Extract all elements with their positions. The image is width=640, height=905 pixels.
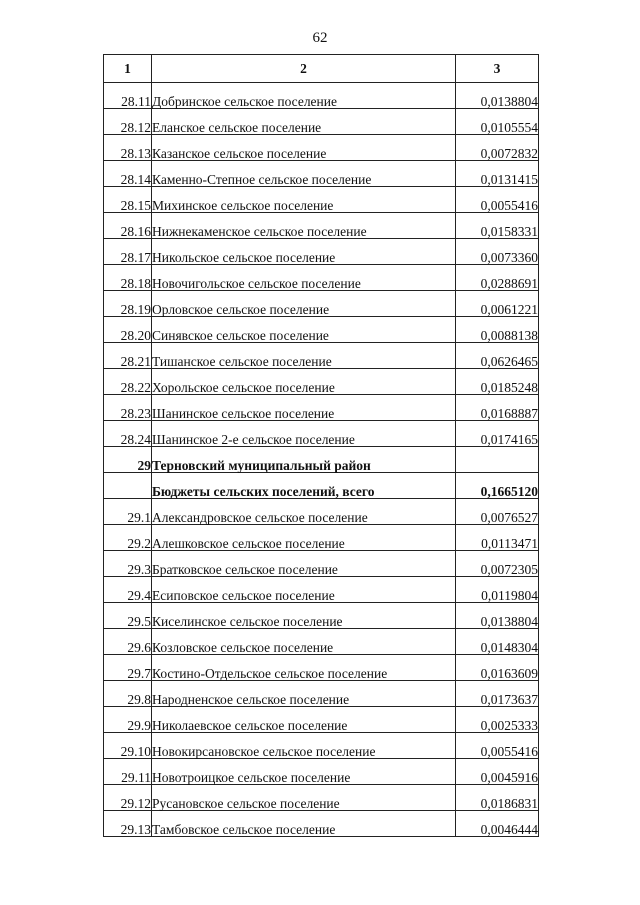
row-number-cell: 28.12 xyxy=(104,109,152,135)
share-value-cell: 0,0119804 xyxy=(456,577,539,603)
share-value-cell: 0,0138804 xyxy=(456,83,539,109)
column-header: 2 xyxy=(152,55,456,83)
table-row xyxy=(104,551,539,577)
settlement-name-cell: Тишанское сельское поселение xyxy=(152,343,456,369)
table-row xyxy=(104,707,539,733)
row-number-cell: 29.1 xyxy=(104,499,152,525)
table-row xyxy=(104,317,539,343)
row-number-cell: 29.8 xyxy=(104,681,152,707)
settlement-name-cell: Нижнекаменское сельское поселение xyxy=(152,213,456,239)
table-row xyxy=(104,525,539,551)
row-number-cell: 28.17 xyxy=(104,239,152,265)
row-number-cell: 28.11 xyxy=(104,83,152,109)
row-number-cell: 28.14 xyxy=(104,161,152,187)
table-header-row xyxy=(104,55,539,83)
row-number-cell: 29.9 xyxy=(104,707,152,733)
settlement-name-cell: Бюджеты сельских поселений, всего xyxy=(152,473,456,499)
table-row xyxy=(104,265,539,291)
table-row xyxy=(104,343,539,369)
column-header: 3 xyxy=(456,55,539,83)
table-row xyxy=(104,213,539,239)
table-row xyxy=(104,421,539,447)
share-value-cell: 0,0185248 xyxy=(456,369,539,395)
settlement-name-cell: Никольское сельское поселение xyxy=(152,239,456,265)
table-row xyxy=(104,83,539,109)
share-value-cell: 0,0105554 xyxy=(456,109,539,135)
table-row xyxy=(104,681,539,707)
settlement-name-cell: Новочигольское сельское поселение xyxy=(152,265,456,291)
settlement-name-cell: Казанское сельское поселение xyxy=(152,135,456,161)
settlement-name-cell: Хорольское сельское поселение xyxy=(152,369,456,395)
settlement-name-cell: Русановское сельское поселение xyxy=(152,785,456,811)
row-number-cell: 28.16 xyxy=(104,213,152,239)
table-row xyxy=(104,473,539,499)
share-value-cell: 0,1665120 xyxy=(456,473,539,499)
row-number-cell: 28.15 xyxy=(104,187,152,213)
share-value-cell: 0,0055416 xyxy=(456,733,539,759)
row-number-cell: 29.10 xyxy=(104,733,152,759)
table-row xyxy=(104,499,539,525)
table-row xyxy=(104,187,539,213)
row-number-cell: 29.13 xyxy=(104,811,152,837)
table-row xyxy=(104,603,539,629)
share-value-cell: 0,0072832 xyxy=(456,135,539,161)
share-value-cell xyxy=(456,447,539,473)
table-row xyxy=(104,369,539,395)
share-value-cell: 0,0072305 xyxy=(456,551,539,577)
table-row xyxy=(104,447,539,473)
settlement-name-cell: Терновский муниципальный район xyxy=(152,447,456,473)
share-value-cell: 0,0088138 xyxy=(456,317,539,343)
row-number-cell: 28.18 xyxy=(104,265,152,291)
share-value-cell: 0,0168887 xyxy=(456,395,539,421)
table-row xyxy=(104,811,539,837)
row-number-cell: 28.19 xyxy=(104,291,152,317)
row-number-cell: 28.21 xyxy=(104,343,152,369)
share-value-cell: 0,0186831 xyxy=(456,785,539,811)
budget-table xyxy=(103,54,539,837)
share-value-cell: 0,0626465 xyxy=(456,343,539,369)
share-value-cell: 0,0173637 xyxy=(456,681,539,707)
settlement-name-cell: Шанинское 2-е сельское поселение xyxy=(152,421,456,447)
row-number-cell: 29.7 xyxy=(104,655,152,681)
settlement-name-cell: Новотроицкое сельское поселение xyxy=(152,759,456,785)
row-number-cell: 28.23 xyxy=(104,395,152,421)
share-value-cell: 0,0148304 xyxy=(456,629,539,655)
share-value-cell: 0,0288691 xyxy=(456,265,539,291)
table-row xyxy=(104,109,539,135)
row-number-cell: 29.5 xyxy=(104,603,152,629)
table-body xyxy=(104,83,539,837)
page-number: 62 xyxy=(312,30,328,46)
row-number-cell: 29.6 xyxy=(104,629,152,655)
settlement-name-cell: Алешковское сельское поселение xyxy=(152,525,456,551)
share-value-cell: 0,0158331 xyxy=(456,213,539,239)
share-value-cell: 0,0131415 xyxy=(456,161,539,187)
settlement-name-cell: Михинское сельское поселение xyxy=(152,187,456,213)
share-value-cell: 0,0138804 xyxy=(456,603,539,629)
settlement-name-cell: Народненское сельское поселение xyxy=(152,681,456,707)
row-number-cell: 29.4 xyxy=(104,577,152,603)
settlement-name-cell: Николаевское сельское поселение xyxy=(152,707,456,733)
table-row xyxy=(104,291,539,317)
table-row xyxy=(104,759,539,785)
share-value-cell: 0,0025333 xyxy=(456,707,539,733)
settlement-name-cell: Есиповское сельское поселение xyxy=(152,577,456,603)
row-number-cell xyxy=(104,473,152,499)
row-number-cell: 29.3 xyxy=(104,551,152,577)
row-number-cell: 28.13 xyxy=(104,135,152,161)
row-number-cell: 28.22 xyxy=(104,369,152,395)
share-value-cell: 0,0113471 xyxy=(456,525,539,551)
share-value-cell: 0,0055416 xyxy=(456,187,539,213)
table-row xyxy=(104,655,539,681)
settlement-name-cell: Братковское сельское поселение xyxy=(152,551,456,577)
settlement-name-cell: Киселинское сельское поселение xyxy=(152,603,456,629)
table-row xyxy=(104,135,539,161)
row-number-cell: 28.20 xyxy=(104,317,152,343)
share-value-cell: 0,0061221 xyxy=(456,291,539,317)
table-row xyxy=(104,239,539,265)
row-number-cell: 29.2 xyxy=(104,525,152,551)
settlement-name-cell: Александровское сельское поселение xyxy=(152,499,456,525)
row-number-cell: 28.24 xyxy=(104,421,152,447)
share-value-cell: 0,0076527 xyxy=(456,499,539,525)
settlement-name-cell: Синявское сельское поселение xyxy=(152,317,456,343)
column-header: 1 xyxy=(104,55,152,83)
row-number-cell: 29.12 xyxy=(104,785,152,811)
settlement-name-cell: Тамбовское сельское поселение xyxy=(152,811,456,837)
settlement-name-cell: Еланское сельское поселение xyxy=(152,109,456,135)
table-row xyxy=(104,733,539,759)
table-row xyxy=(104,629,539,655)
settlement-name-cell: Костино-Отдельское сельское поселение xyxy=(152,655,456,681)
settlement-name-cell: Шанинское сельское поселение xyxy=(152,395,456,421)
table-row xyxy=(104,785,539,811)
share-value-cell: 0,0163609 xyxy=(456,655,539,681)
settlement-name-cell: Новокирсановское сельское поселение xyxy=(152,733,456,759)
settlement-name-cell: Орловское сельское поселение xyxy=(152,291,456,317)
share-value-cell: 0,0073360 xyxy=(456,239,539,265)
table-row xyxy=(104,161,539,187)
settlement-name-cell: Каменно-Степное сельское поселение xyxy=(152,161,456,187)
table-row xyxy=(104,395,539,421)
share-value-cell: 0,0174165 xyxy=(456,421,539,447)
table-row xyxy=(104,577,539,603)
share-value-cell: 0,0046444 xyxy=(456,811,539,837)
row-number-cell: 29 xyxy=(104,447,152,473)
settlement-name-cell: Добринское сельское поселение xyxy=(152,83,456,109)
row-number-cell: 29.11 xyxy=(104,759,152,785)
share-value-cell: 0,0045916 xyxy=(456,759,539,785)
settlement-name-cell: Козловское сельское поселение xyxy=(152,629,456,655)
